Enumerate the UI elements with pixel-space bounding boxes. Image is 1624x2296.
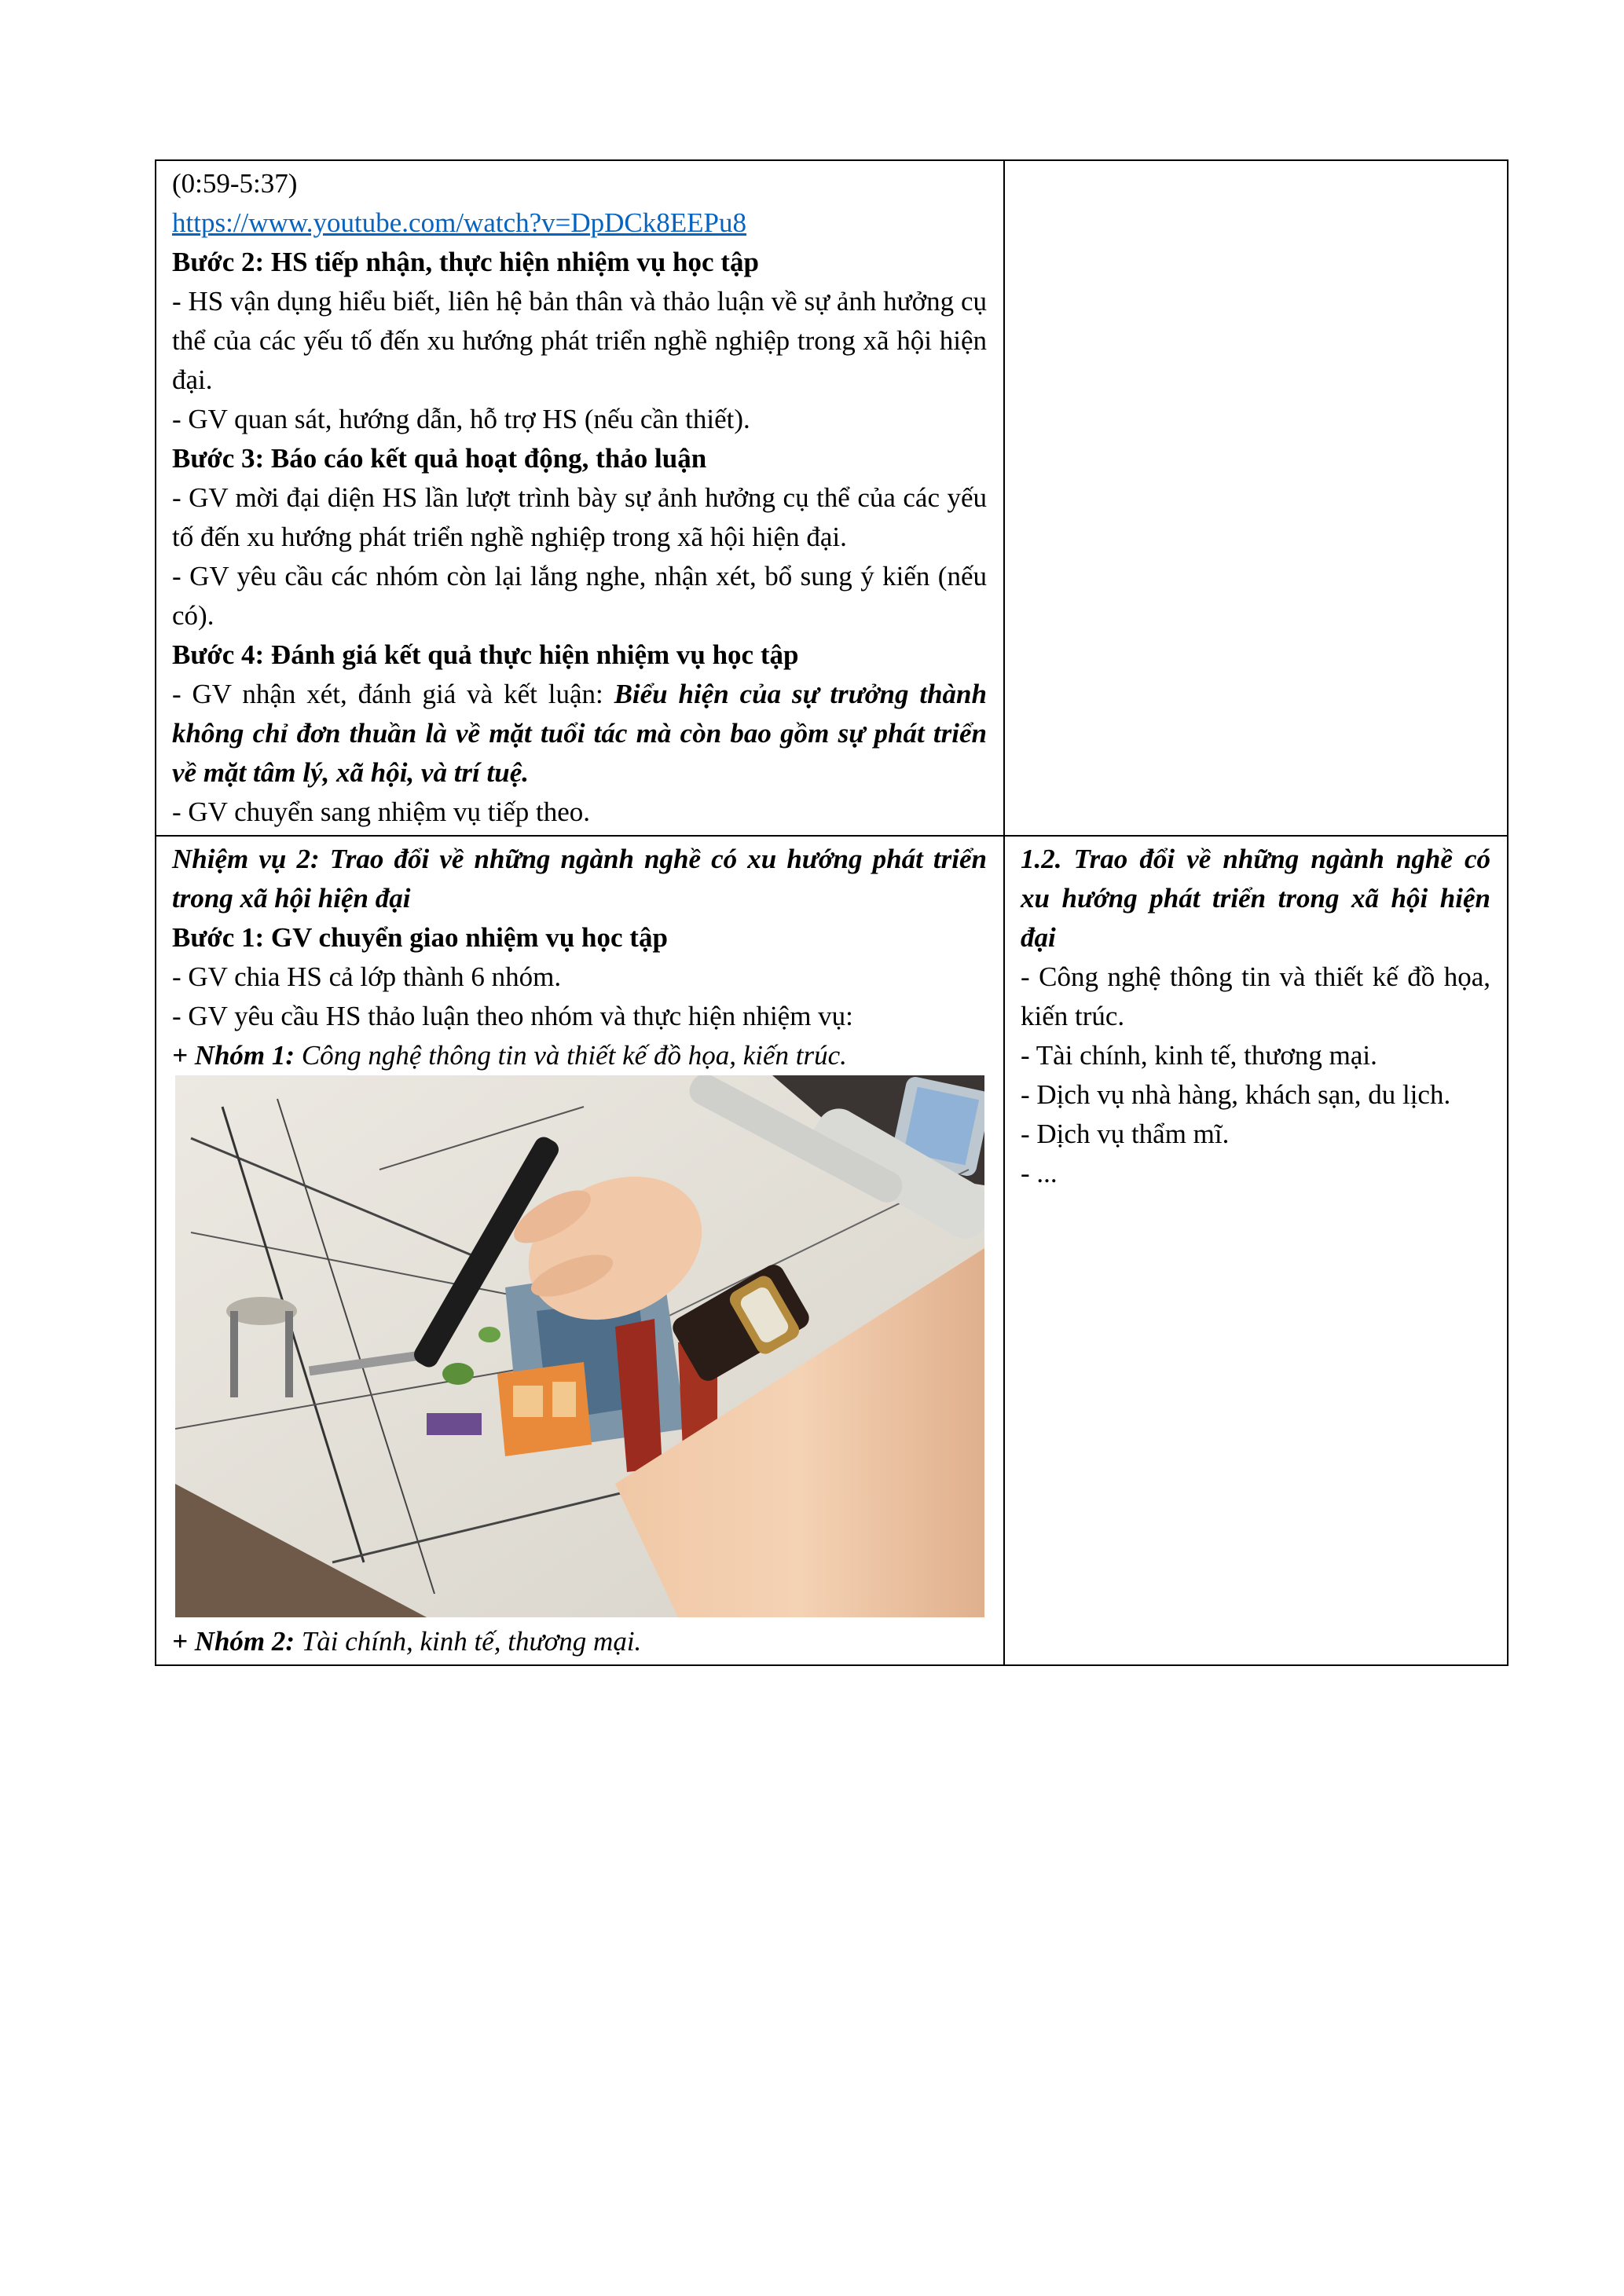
step1-line1: - GV chia HS cả lớp thành 6 nhóm. [172, 961, 562, 992]
list-item: - Công nghệ thông tin và thiết kế đồ họa, kiến trúc. [1021, 961, 1490, 1031]
step3-line1: - GV mời đại diện HS lần lượt trình bày sự ảnh hưởng cụ thể của các yếu tố đến xu hướng phát triển nghề nghiệp trong xã hội hiện đại. [172, 482, 987, 552]
step4-conclusion: Biểu hiện của sự trưởng thành không chỉ đơn thuần là về mặt tuổi tác mà còn bao gồm sự phát triển về mặt tâm lý, xã hội, và trí tuệ. [172, 679, 987, 788]
group1-label: + Nhóm 1: [172, 1040, 295, 1071]
video-time-range: (0:59-5:37) [172, 168, 298, 199]
step3-heading: Bước 3: Báo cáo kết quả hoạt động, thảo luận [172, 443, 707, 474]
group1-text: Công nghệ thông tin và thiết kế đồ họa, kiến trúc. [295, 1040, 847, 1071]
step2-line2: - GV quan sát, hướng dẫn, hỗ trợ HS (nếu cần thiết). [172, 404, 750, 434]
step3-line2: - GV yêu cầu các nhóm còn lại lắng nghe, nhận xét, bổ sung ý kiến (nếu có). [172, 561, 987, 631]
group2-label: + Nhóm 2: [172, 1626, 295, 1657]
group1-line [172, 1036, 987, 1075]
list-item: - Dịch vụ nhà hàng, khách sạn, du lịch. [1021, 1079, 1451, 1110]
step4-prefix: - GV nhận xét, đánh giá và kết luận: [172, 679, 614, 709]
step4-next: - GV chuyển sang nhiệm vụ tiếp theo. [172, 796, 591, 827]
table-row [156, 836, 1508, 1665]
list-item: - Tài chính, kinh tế, thương mại. [1021, 1040, 1377, 1071]
list-item: - ... [1021, 1158, 1058, 1188]
step1-line2: - GV yêu cầu HS thảo luận theo nhóm và thực hiện nhiệm vụ: [172, 1001, 853, 1031]
product-cell [1004, 160, 1508, 836]
list-item: - Dịch vụ thẩm mĩ. [1021, 1119, 1230, 1149]
group2-text: Tài chính, kinh tế, thương mại. [295, 1626, 642, 1657]
video-link[interactable]: https://www.youtube.com/watch?v=DpDCk8EEPu8 [172, 207, 747, 238]
activity-cell [156, 160, 1004, 836]
step1-heading: Bước 1: GV chuyển giao nhiệm vụ học tập [172, 922, 668, 953]
lesson-table [155, 159, 1509, 1666]
product-cell [1004, 836, 1508, 1665]
product-title: 1.2. Trao đổi về những ngành nghề có xu hướng phát triển trong xã hội hiện đại [1021, 844, 1490, 953]
step2-line1: - HS vận dụng hiểu biết, liên hệ bản thân và thảo luận về sự ảnh hưởng cụ thể của các yếu tố đến xu hướng phát triển nghề nghiệp trong xã hội hiện đại. [172, 286, 987, 395]
step4-heading: Bước 4: Đánh giá kết quả thực hiện nhiệm vụ học tập [172, 639, 799, 670]
task2-title: Nhiệm vụ 2: Trao đổi về những ngành nghề có xu hướng phát triển trong xã hội hiện đại [172, 844, 987, 914]
group2-line [172, 1622, 987, 1661]
step2-heading: Bước 2: HS tiếp nhận, thực hiện nhiệm vụ học tập [172, 247, 759, 277]
architecture-sketch-image [175, 1075, 984, 1617]
step4-conclusion-paragraph [172, 675, 987, 793]
activity-cell [156, 836, 1004, 1665]
architecture-drawing-photo [175, 1075, 984, 1617]
table-row [156, 160, 1508, 836]
